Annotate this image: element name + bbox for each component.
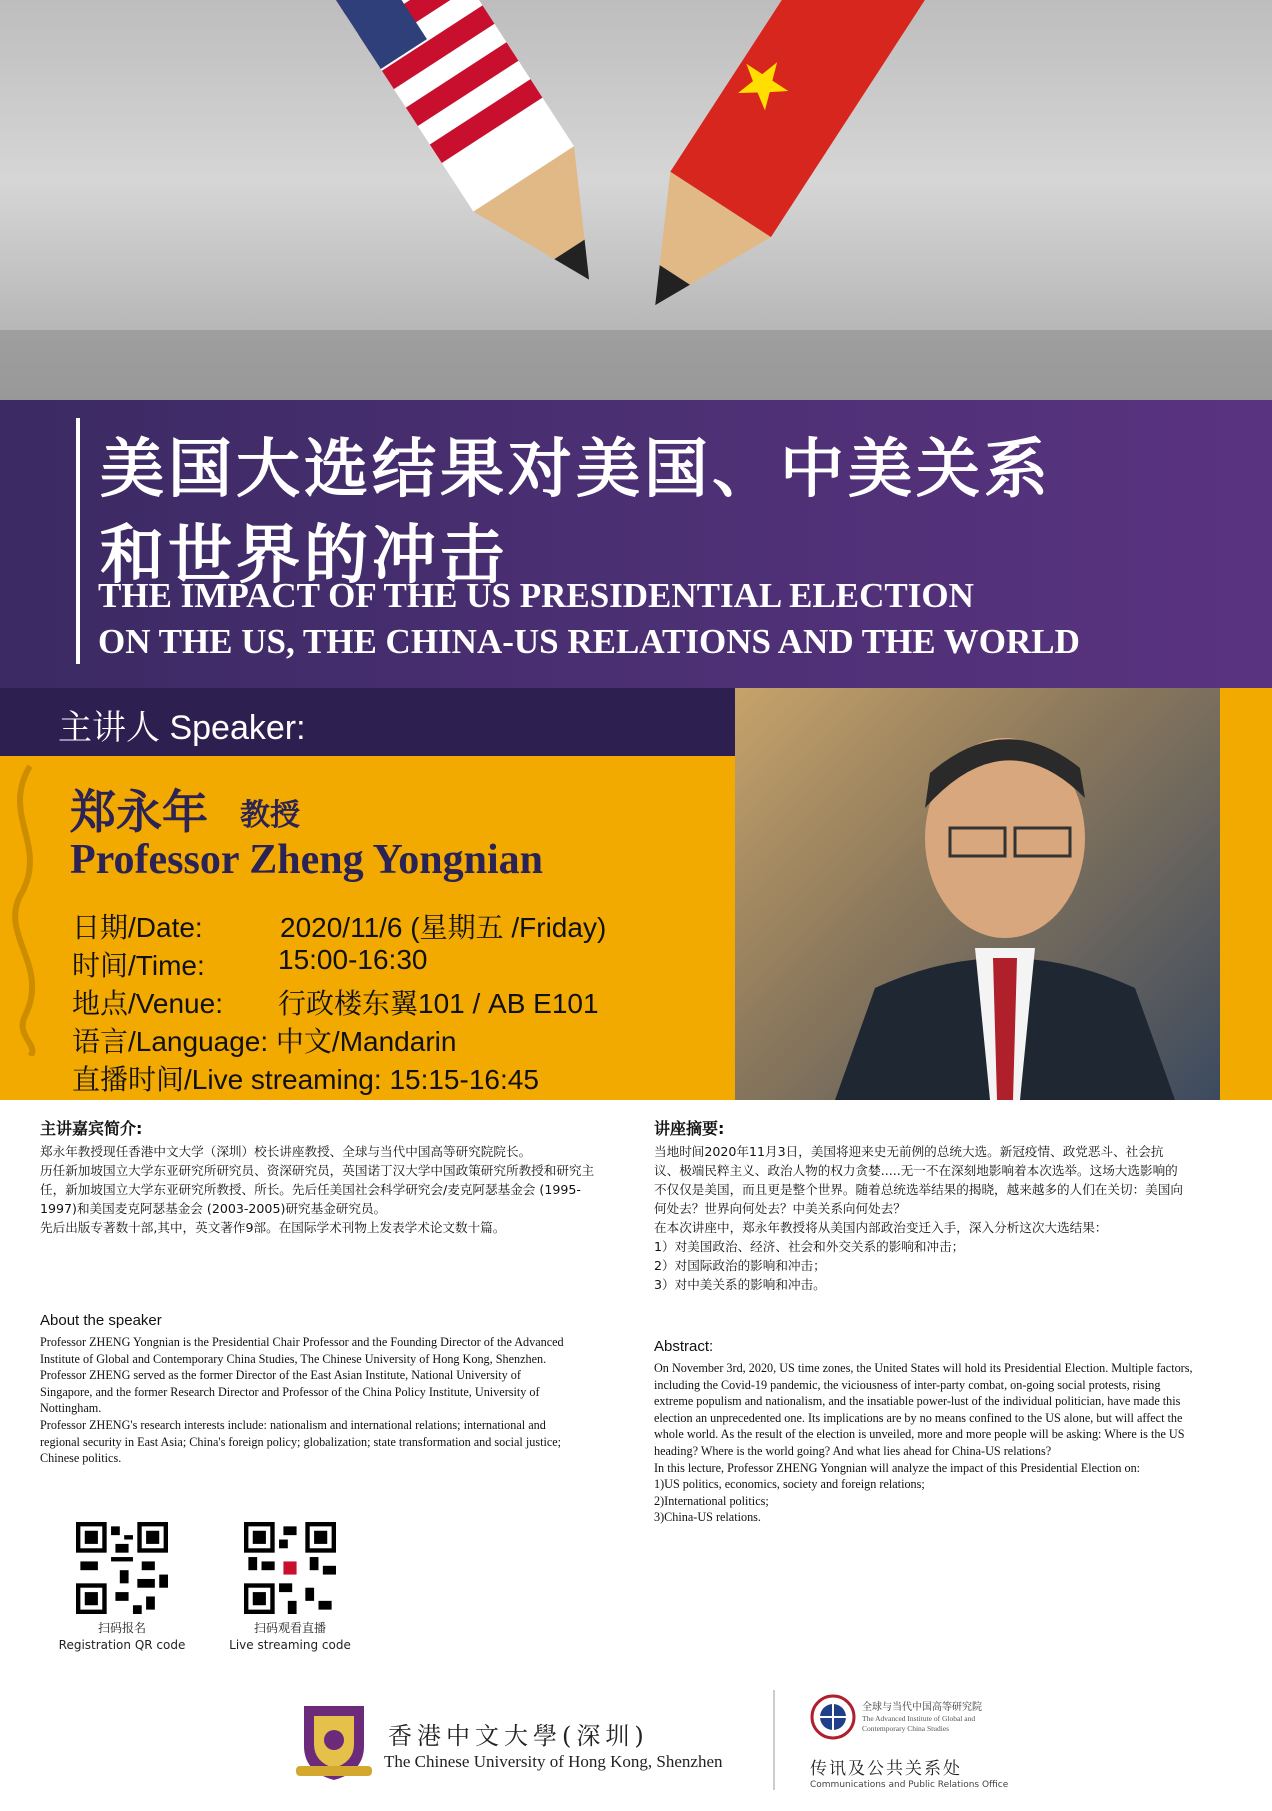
- bio-en-paragraph: Professor ZHENG served as the former Director of the East Asian Institute, National University of Singapore, and the former Research Director and Professor of the China Policy Institute, University of Nottingham.: [40, 1368, 540, 1416]
- live-streaming-qr-caption: [220, 1620, 360, 1654]
- bio-zh-paragraph: 郑永年教授现任香港中文大学（深圳）校长讲座教授、全球与当代中国高等研究院院长。: [40, 1144, 532, 1159]
- institute-name-en-line1: The Advanced Institute of Global and: [862, 1714, 976, 1723]
- bio-zh-text: [40, 1142, 615, 1237]
- live-streaming-qr-caption-zh: 扫码观看直播: [253, 1621, 326, 1635]
- cuhk-name-zh: 香港中文大學(深圳): [388, 1722, 649, 1750]
- date-value: 2020/11/6 (星期五 /Friday): [280, 912, 607, 943]
- office-name-zh: 传讯及公共关系处: [810, 1759, 962, 1779]
- institute-logo-icon: [810, 1694, 856, 1740]
- abstract-zh-paragraph: 当地时间2020年11月3日，美国将迎来史无前例的总统大选。新冠疫情、政党恶斗、社会抗议、极端民粹主义、政治人物的权力贪婪.....无一不在深刻地影响着本次选举。这场大选影响的不仅仅是美国，而且更是整个世界。随着总统选举结果的揭晓，越来越多的人们在关切：美国向何处去？世界向何处去？中美关系向何处去？: [654, 1144, 1183, 1216]
- bio-zh-paragraph: 历任新加坡国立大学东亚研究所研究员、资深研究员，英国诺丁汉大学中国政策研究所教授和研究主任，新加坡国立大学东亚研究所教授、所长。先后任美国社会科学研究会/麦克阿瑟基金会 (1995-1997)和美国麦克阿瑟基金会 (2003-2005)研究基金研究员。: [40, 1163, 595, 1216]
- date-label: 日期/Date:: [72, 912, 203, 943]
- office-name-en: Communications and Public Relations Office: [810, 1780, 1009, 1790]
- live-streaming-qr-code[interactable]: [244, 1522, 336, 1614]
- speaker-band: [0, 688, 1272, 1100]
- abstract-zh-list-item: 3）对中美关系的影响和冲击。: [654, 1277, 826, 1292]
- livestream-value: 15:15-16:45: [389, 1064, 539, 1095]
- bio-en-paragraph: Professor ZHENG Yongnian is the Presidential Chair Professor and the Founding Director of the Advanced Institute of Global and Contemporary China Studies, The Chinese University of Hong Kong, Shenzhen.: [40, 1335, 564, 1366]
- bio-en-paragraph: Professor ZHENG's research interests include: nationalism and international relations; international and regional security in East Asia; China's foreign policy; globalization; state transformation and social justice; Chinese politics.: [40, 1417, 562, 1466]
- time-row: [72, 944, 428, 984]
- abstract-zh-list-item: 2）对国际政治的影响和冲击；: [654, 1258, 826, 1273]
- language-value: 中文/Mandarin: [275, 1026, 457, 1057]
- footer-divider: [773, 1690, 775, 1790]
- abstract-en-list-item: 2)International politics;: [654, 1493, 769, 1508]
- bio-en-heading: About the speaker: [40, 1312, 162, 1329]
- livestream-row: [72, 1058, 539, 1098]
- institute-name-en-line2: Contemporary China Studies: [862, 1724, 950, 1733]
- bio-zh-heading: 主讲嘉宾简介:: [40, 1119, 143, 1138]
- bio-zh-paragraph: 先后出版专著数十部,其中，英文著作9部。在国际学术刊物上发表学术论文数十篇。: [40, 1220, 506, 1235]
- language-label: 语言/Language:: [72, 1026, 269, 1057]
- abstract-en-paragraph: In this lecture, Professor ZHENG Yongnian will analyze the impact of this Presidential Election on:: [654, 1460, 1141, 1475]
- abstract-zh-list-item: 1）对美国政治、经济、社会和外交关系的影响和冲击；: [654, 1239, 965, 1254]
- abstract-en-paragraph: On November 3rd, 2020, US time zones, the United States will hold its Presidential Election. Multiple factors, including the Covid-19 pandemic, the viciousness of inter-party combat, on-going social protests, rising extreme populism and nationalism, and the insatiable power-lust of the individual politician, have made this election an unprecedented one. Its implications are by no means confined to the US alone, but will affect the whole world. As the result of the election is unveiled, more and more people will be asking: Where is the US heading? Where is the world going? And what lies ahead for China-US relations?: [654, 1361, 1193, 1458]
- cuhk-name-en: The Chinese University of Hong Kong, Shenzhen: [384, 1752, 723, 1771]
- speaker-name-en: Professor Zheng Yongnian: [70, 837, 543, 883]
- venue-value: 行政楼东翼101 / AB E101: [278, 988, 599, 1019]
- speaker-photo: [735, 688, 1220, 1100]
- speaker-title-zh: 教授: [240, 798, 300, 833]
- institute-name-zh: 全球与当代中国高等研究院: [862, 1702, 982, 1713]
- speaker-name-zh: 郑永年: [70, 785, 208, 839]
- bio-en-text: [40, 1334, 565, 1467]
- hero-image: [0, 0, 1272, 400]
- title-rule: [76, 418, 80, 664]
- venue-label: 地点/Venue:: [72, 988, 223, 1019]
- footer: [0, 1680, 1272, 1811]
- title-en-line1: THE IMPACT OF THE US PRESIDENTIAL ELECTION: [98, 576, 974, 615]
- language-row: [72, 1020, 456, 1060]
- registration-qr-code[interactable]: [76, 1522, 168, 1614]
- time-label: 时间/Time:: [72, 950, 205, 981]
- venue-row: [72, 982, 599, 1022]
- live-streaming-qr-caption-en: Live streaming code: [229, 1638, 351, 1652]
- abstract-en-list-item: 1)US politics, economics, society and foreign relations;: [654, 1477, 925, 1492]
- pencils-illustration: [0, 0, 1272, 400]
- abstract-en-text: [654, 1360, 1199, 1526]
- title-zh-line2: 和世界的冲击: [100, 518, 508, 593]
- abstract-en-list-item: 3)China-US relations.: [654, 1510, 761, 1525]
- registration-qr-caption-zh: 扫码报名: [97, 1621, 146, 1635]
- abstract-en-heading: Abstract:: [654, 1338, 714, 1355]
- time-value: 15:00-16:30: [278, 944, 428, 975]
- title-zh-line1: 美国大选结果对美国、中美关系: [100, 432, 1052, 507]
- speaker-label-bar: [0, 688, 735, 756]
- date-row: [72, 906, 607, 946]
- title-en-line2: ON THE US, THE CHINA-US RELATIONS AND THE WORLD: [98, 622, 1080, 661]
- title-band: [0, 400, 1272, 688]
- speaker-label: 主讲人 Speaker:: [58, 709, 306, 747]
- decorative-ornament: [0, 756, 60, 1056]
- cuhk-crest-icon: [292, 1700, 376, 1784]
- registration-qr-caption: [52, 1620, 192, 1654]
- abstract-zh-paragraph: 在本次讲座中，郑永年教授将从美国内部政治变迁入手，深入分析这次大选结果：: [654, 1220, 1108, 1235]
- livestream-label: 直播时间/Live streaming:: [72, 1064, 382, 1095]
- abstract-zh-heading: 讲座摘要:: [654, 1119, 725, 1138]
- registration-qr-caption-en: Registration QR code: [58, 1638, 186, 1652]
- abstract-zh-text: [654, 1142, 1184, 1294]
